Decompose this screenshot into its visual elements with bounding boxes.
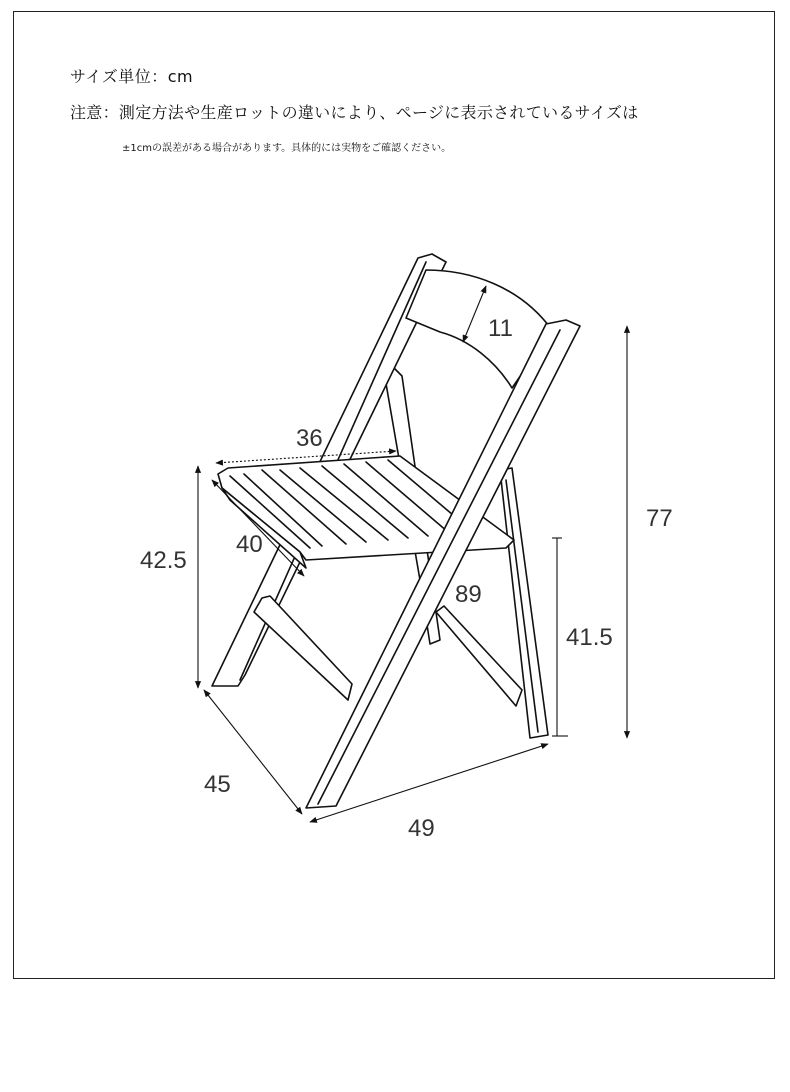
rear-leg-right [500, 468, 548, 738]
lower-stretcher [254, 596, 352, 700]
measurement-caution-note: 注意：測定方法や生産ロットの違いにより、ページに表示されているサイズは [70, 103, 639, 122]
total-height-label: 77 [646, 505, 673, 532]
tolerance-note: ±1cmの誤差がある場合があります。具体的には実物をご確認ください。 [122, 143, 452, 154]
seat-depth-label: 40 [236, 531, 263, 558]
depth-label: 45 [204, 771, 231, 798]
size-unit-note: サイズ単位：cm [70, 67, 194, 86]
folded-height-label: 41.5 [566, 624, 613, 651]
lower-stretcher-right [436, 606, 522, 706]
width-label: 49 [408, 815, 435, 842]
seat-height-label: 42.5 [140, 547, 187, 574]
diagonal-label: 89 [455, 581, 482, 608]
backrest-height-label: 11 [488, 315, 513, 342]
chair-illustration [212, 254, 580, 808]
seat-width-label: 36 [296, 425, 323, 452]
